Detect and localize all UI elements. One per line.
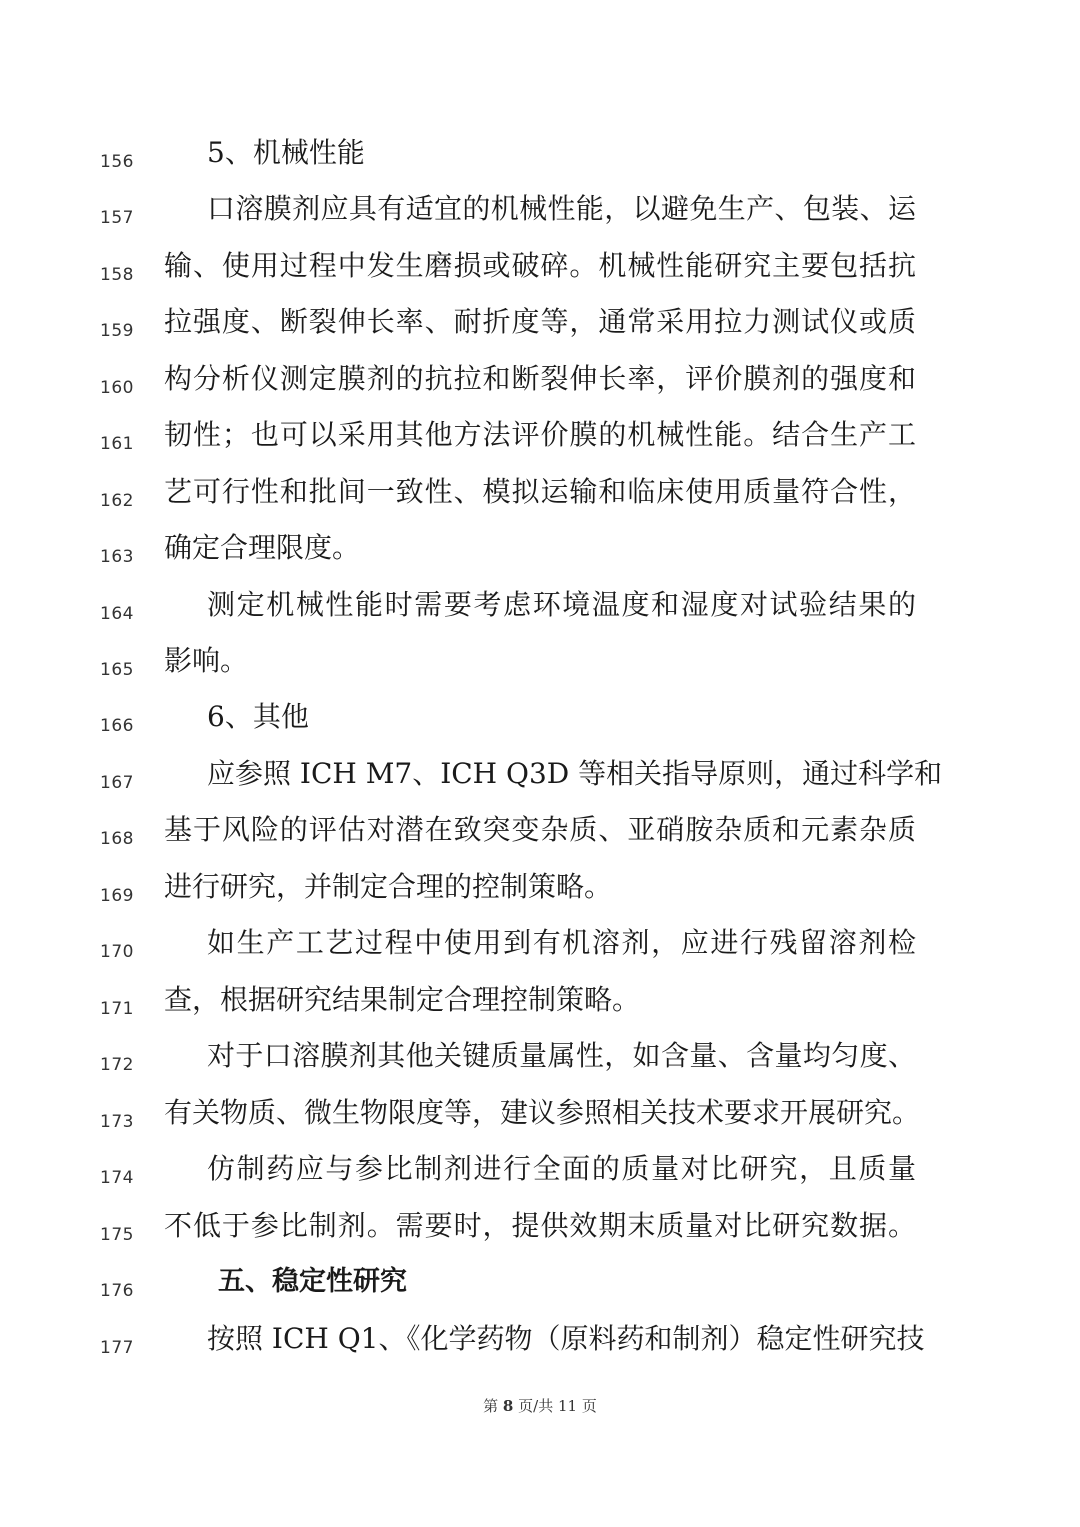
paragraph-line: 基于风险的评估对潜在致突变杂质、亚硝胺杂质和元素杂质 bbox=[164, 813, 916, 846]
paragraph-line: 拉强度、断裂伸长率、耐折度等，通常采用拉力测试仪或质 bbox=[164, 305, 916, 338]
paragraph-line: 输、使用过程中发生磨损或破碎。机械性能研究主要包括抗 bbox=[164, 249, 916, 282]
line-number: 157 bbox=[100, 208, 134, 228]
paragraph-line: 艺可行性和批间一致性、模拟运输和临床使用质量符合性， bbox=[164, 475, 916, 508]
document-line bbox=[0, 644, 1080, 700]
footer-prefix: 第 bbox=[483, 1397, 499, 1415]
document-line bbox=[0, 192, 1080, 248]
footer-middle: 页/共 bbox=[518, 1397, 554, 1415]
line-number: 172 bbox=[100, 1055, 134, 1075]
document-line bbox=[0, 926, 1080, 982]
line-number: 171 bbox=[100, 999, 134, 1019]
line-number: 176 bbox=[100, 1281, 134, 1301]
document-line bbox=[0, 1096, 1080, 1152]
current-page-number: 8 bbox=[502, 1397, 514, 1415]
document-line bbox=[0, 1265, 1080, 1321]
document-line bbox=[0, 813, 1080, 869]
document-line bbox=[0, 870, 1080, 926]
document-line bbox=[0, 475, 1080, 531]
document-line bbox=[0, 1039, 1080, 1095]
line-number: 164 bbox=[100, 604, 134, 624]
document-line bbox=[0, 249, 1080, 305]
document-line bbox=[0, 700, 1080, 756]
line-number: 173 bbox=[100, 1112, 134, 1132]
paragraph-line: 有关物质、微生物限度等，建议参照相关技术要求开展研究。 bbox=[164, 1096, 921, 1129]
line-number: 175 bbox=[100, 1225, 134, 1245]
document-line bbox=[0, 1209, 1080, 1265]
total-page-count: 11 bbox=[557, 1397, 578, 1415]
line-number: 165 bbox=[100, 660, 134, 680]
paragraph-line: 应参照 ICH M7、ICH Q3D 等相关指导原则，通过科学和 bbox=[207, 757, 943, 790]
line-number: 167 bbox=[100, 773, 134, 793]
paragraph-line: 口溶膜剂应具有适宜的机械性能，以避免生产、包装、运 bbox=[207, 192, 916, 225]
document-line bbox=[0, 588, 1080, 644]
document-line bbox=[0, 418, 1080, 474]
line-number: 158 bbox=[100, 265, 134, 285]
paragraph-line: 不低于参比制剂。需要时，提供效期末质量对比研究数据。 bbox=[164, 1209, 916, 1242]
document-line bbox=[0, 1322, 1080, 1378]
document-line bbox=[0, 531, 1080, 587]
subsection-heading: 6、其他 bbox=[207, 700, 309, 733]
paragraph-line: 韧性；也可以采用其他方法评价膜的机械性能。结合生产工 bbox=[164, 418, 916, 451]
line-number: 161 bbox=[100, 434, 134, 454]
line-number: 177 bbox=[100, 1338, 134, 1358]
line-number: 159 bbox=[100, 321, 134, 341]
document-line bbox=[0, 362, 1080, 418]
page-footer bbox=[0, 1395, 1080, 1416]
line-number: 156 bbox=[100, 152, 134, 172]
document-line bbox=[0, 757, 1080, 813]
paragraph-line: 仿制药应与参比制剂进行全面的质量对比研究，且质量 bbox=[207, 1152, 916, 1185]
paragraph-line: 构分析仪测定膜剂的抗拉和断裂伸长率，评价膜剂的强度和 bbox=[164, 362, 916, 395]
paragraph-line: 影响。 bbox=[164, 644, 249, 677]
paragraph-line: 对于口溶膜剂其他关键质量属性，如含量、含量均匀度、 bbox=[207, 1039, 916, 1072]
line-number: 166 bbox=[100, 716, 134, 736]
paragraph-line: 进行研究，并制定合理的控制策略。 bbox=[164, 870, 613, 903]
footer-suffix: 页 bbox=[581, 1397, 597, 1415]
line-number: 169 bbox=[100, 886, 134, 906]
subsection-heading: 5、机械性能 bbox=[207, 136, 365, 169]
document-line bbox=[0, 1152, 1080, 1208]
document-line bbox=[0, 305, 1080, 361]
paragraph-line: 查，根据研究结果制定合理控制策略。 bbox=[164, 983, 641, 1016]
paragraph-line: 测定机械性能时需要考虑环境温度和湿度对试验结果的 bbox=[207, 588, 916, 621]
line-number: 162 bbox=[100, 491, 134, 511]
line-number: 163 bbox=[100, 547, 134, 567]
line-number: 170 bbox=[100, 942, 134, 962]
document-line bbox=[0, 983, 1080, 1039]
paragraph-line: 按照 ICH Q1、《化学药物（原料药和制剂）稳定性研究技 bbox=[207, 1322, 925, 1355]
line-number: 168 bbox=[100, 829, 134, 849]
section-heading: 五、稳定性研究 bbox=[218, 1266, 407, 1297]
paragraph-line: 确定合理限度。 bbox=[164, 531, 361, 564]
line-number: 174 bbox=[100, 1168, 134, 1188]
line-number: 160 bbox=[100, 378, 134, 398]
paragraph-line: 如生产工艺过程中使用到有机溶剂，应进行残留溶剂检 bbox=[207, 926, 916, 959]
document-line bbox=[0, 136, 1080, 192]
